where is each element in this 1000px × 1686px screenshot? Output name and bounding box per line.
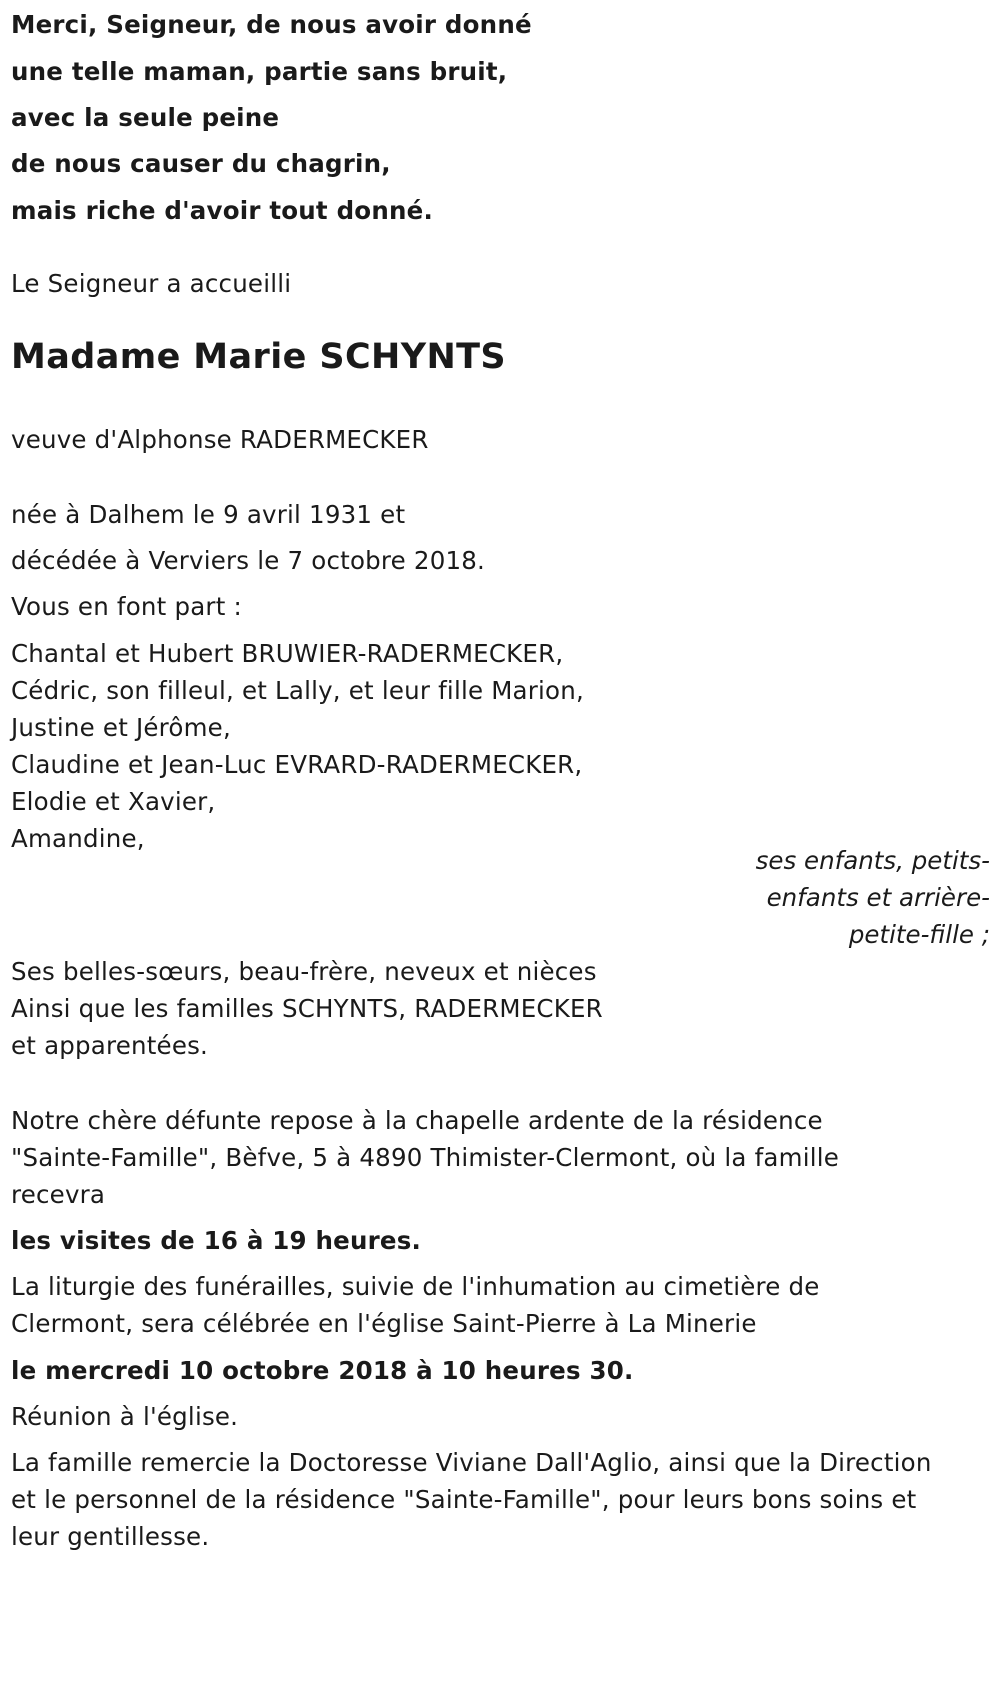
family-line: Chantal et Hubert BRUWIER-RADERMECKER, — [11, 639, 564, 668]
family-line: Amandine, — [11, 824, 145, 853]
relatives-line: et apparentées. — [11, 1031, 209, 1060]
family-line: Justine et Jérôme, — [11, 713, 231, 742]
deceased-name: Madame Marie SCHYNTS — [11, 337, 507, 377]
family-note-line: petite-fille ; — [848, 920, 990, 949]
birth-line: née à Dalhem le 9 avril 1931 et — [11, 500, 406, 529]
prayer-line: une telle maman, partie sans bruit, — [11, 57, 508, 86]
thanks-line: leur gentillesse. — [11, 1522, 210, 1551]
liturgy-line: Clermont, sera célébrée en l'église Saint-Pierre à La Minerie — [11, 1309, 757, 1338]
visits-line: les visites de 16 à 19 heures. — [11, 1226, 421, 1255]
prayer-line: mais riche d'avoir tout donné. — [11, 196, 433, 225]
announce-line: Vous en font part : — [11, 592, 242, 621]
prayer-line: Merci, Seigneur, de nous avoir donné — [11, 10, 532, 39]
intro-text: Le Seigneur a accueilli — [11, 269, 292, 298]
rest-place-line: "Sainte-Famille", Bèfve, 5 à 4890 Thimister-Clermont, où la famille — [11, 1143, 839, 1172]
family-line: Elodie et Xavier, — [11, 787, 216, 816]
rest-place-line: recevra — [11, 1180, 106, 1209]
prayer-line: avec la seule peine — [11, 103, 280, 132]
family-line: Claudine et Jean-Luc EVRARD-RADERMECKER, — [11, 750, 583, 779]
thanks-line: et le personnel de la résidence "Sainte-Famille", pour leurs bons soins et — [11, 1485, 917, 1514]
liturgy-line: La liturgie des funérailles, suivie de l'inhumation au cimetière de — [11, 1272, 820, 1301]
relatives-line: Ainsi que les familles SCHYNTS, RADERMECKER — [11, 994, 603, 1023]
family-line: Cédric, son filleul, et Lally, et leur fille Marion, — [11, 676, 584, 705]
prayer-line: de nous causer du chagrin, — [11, 149, 391, 178]
meeting-line: Réunion à l'église. — [11, 1402, 239, 1431]
family-note-line: enfants et arrière- — [766, 883, 990, 912]
family-note-line: ses enfants, petits- — [755, 846, 990, 875]
widow-of: veuve d'Alphonse RADERMECKER — [11, 425, 429, 454]
ceremony-date: le mercredi 10 octobre 2018 à 10 heures 30. — [11, 1356, 634, 1385]
thanks-line: La famille remercie la Doctoresse Viviane Dall'Aglio, ainsi que la Direction — [11, 1448, 932, 1477]
rest-place-line: Notre chère défunte repose à la chapelle ardente de la résidence — [11, 1106, 823, 1135]
relatives-line: Ses belles-sœurs, beau-frère, neveux et nièces — [11, 957, 597, 986]
death-line: décédée à Verviers le 7 octobre 2018. — [11, 546, 486, 575]
